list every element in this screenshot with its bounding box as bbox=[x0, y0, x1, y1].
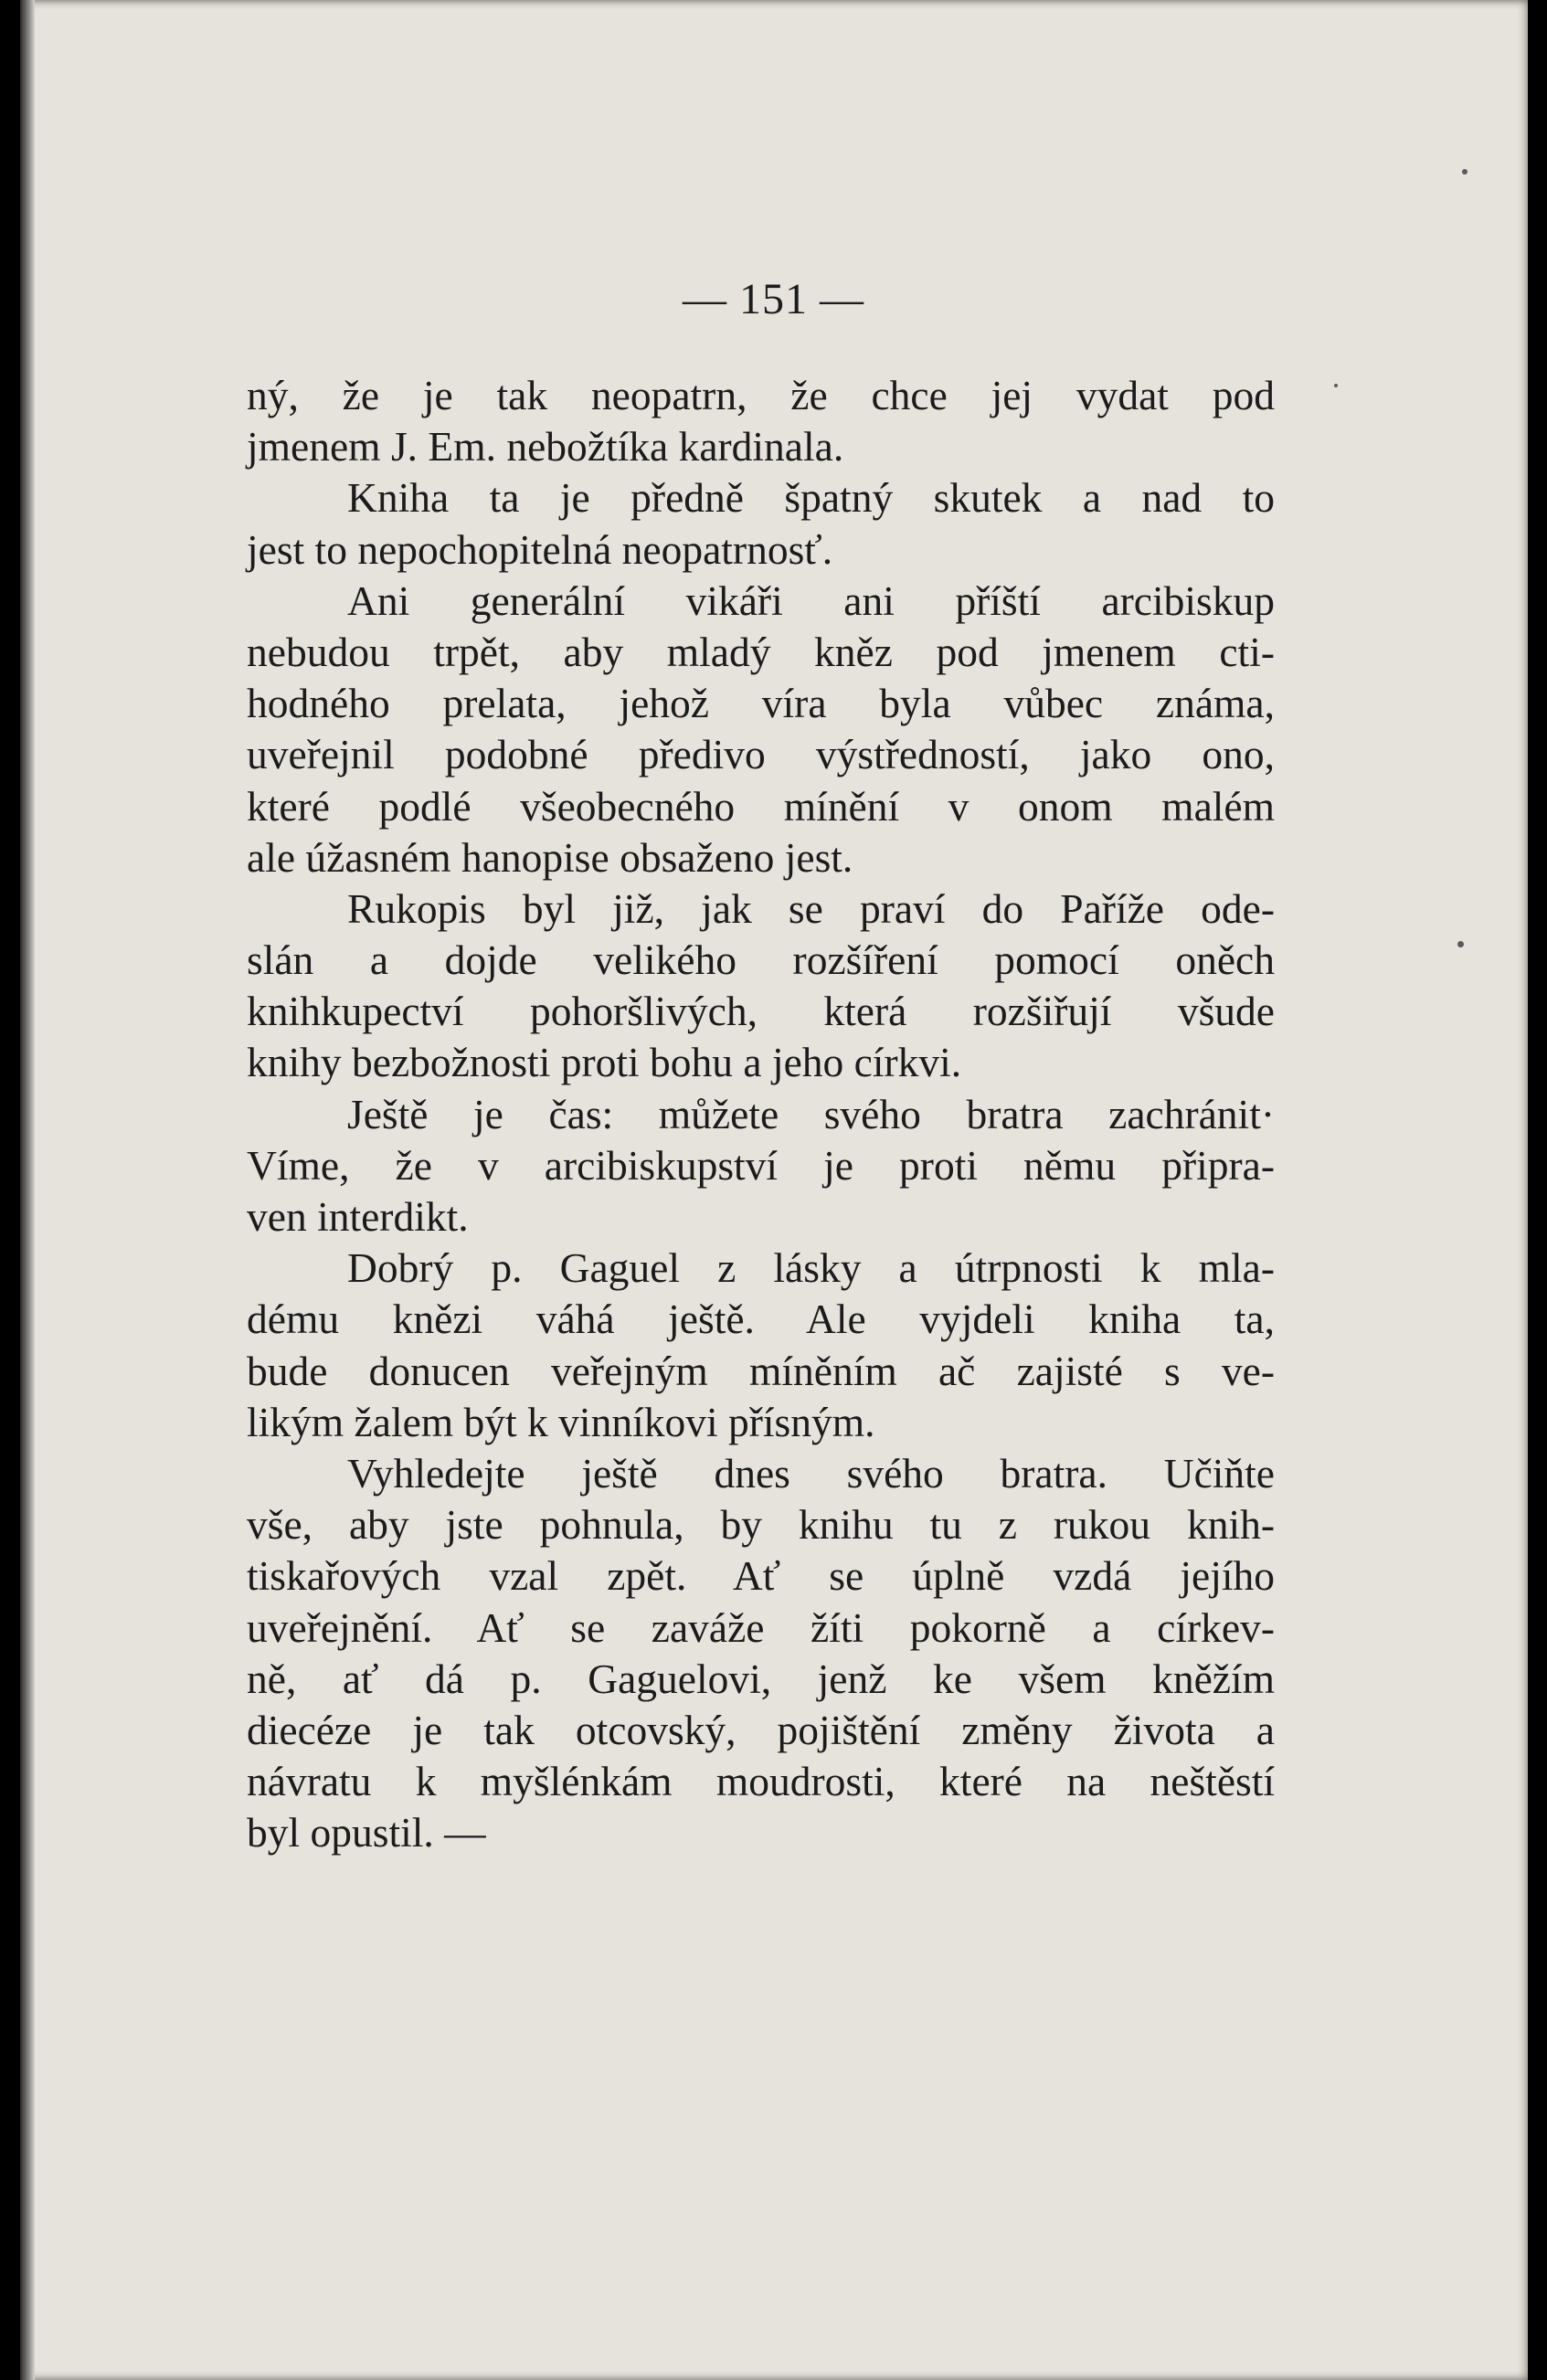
text-line: slán a dojde velikého rozšíření pomocí oněch bbox=[247, 936, 1275, 984]
text-line: Kniha ta je předně špatný skutek a nad to bbox=[347, 474, 1275, 522]
text-line: hodného prelata, jehož víra byla vůbec známa, bbox=[247, 680, 1275, 727]
text-line: knihy bezbožnosti proti bohu a jeho církvi. bbox=[247, 1039, 962, 1086]
text-line: jest to nepochopitelná neopatrnosť. bbox=[247, 525, 833, 573]
text-line: vše, aby jste pohnula, by knihu tu z rukou knih- bbox=[247, 1501, 1275, 1549]
text-line: dému knězi váhá ještě. Ale vyjdeli kniha ta, bbox=[247, 1296, 1275, 1343]
text-line: Dobrý p. Gaguel z lásky a útrpnosti k mla- bbox=[347, 1244, 1275, 1292]
text-line: Rukopis byl již, jak se praví do Paříže ode- bbox=[347, 884, 1275, 932]
page-number: — 151 — bbox=[683, 275, 864, 323]
text-line: ale úžasném hanopise obsaženo jest. bbox=[247, 833, 853, 881]
text-line: uveřejnění. Ať se zaváže žíti pokorně a církev- bbox=[247, 1603, 1275, 1651]
body-text bbox=[247, 370, 1275, 1858]
text-line: uveřejnil podobné předivo výstředností, jako ono, bbox=[247, 731, 1275, 778]
text-line: bude donucen veřejným míněním ač zajisté s ve- bbox=[247, 1347, 1275, 1394]
text-line: které podlé všeobecného mínění v onom malém bbox=[247, 782, 1275, 830]
text-line: Ani generální vikáři ani příští arcibiskup bbox=[347, 576, 1275, 624]
text-line: ven interdikt. bbox=[247, 1193, 469, 1240]
text-line: ný, že je tak neopatrn, že chce jej vydat pod bbox=[247, 372, 1275, 418]
ink-speck bbox=[1457, 941, 1464, 947]
text-line: jmenem J. Em. nebožtíka kardinala. bbox=[247, 423, 844, 471]
text-line: likým žalem být k vinníkovi přísným. bbox=[247, 1398, 875, 1445]
ink-speck bbox=[1462, 169, 1468, 175]
text-line: Ještě je čas: můžete svého bratra zachránit· bbox=[347, 1090, 1275, 1137]
ink-speck bbox=[1334, 384, 1338, 387]
page-binding-edge bbox=[20, 0, 35, 2380]
text-line: byl opustil. — bbox=[247, 1809, 486, 1856]
text-line: nebudou trpět, aby mladý kněz pod jmenem cti- bbox=[247, 628, 1275, 675]
text-line: knihkupectví pohoršlivých, která rozšiřují všude bbox=[247, 988, 1275, 1035]
text-line: Vyhledejte ještě dnes svého bratra. Učiňte bbox=[347, 1449, 1275, 1497]
text-line: návratu k myšlénkám moudrosti, které na neštěstí bbox=[247, 1758, 1275, 1805]
text-line: diecéze je tak otcovský, pojištění změny života a bbox=[247, 1706, 1275, 1753]
text-line: tiskařových vzal zpět. Ať se úplně vzdá jejího bbox=[247, 1552, 1275, 1600]
text-line: Víme, že v arcibiskupství je proti němu připra- bbox=[247, 1141, 1275, 1189]
text-line: ně, ať dá p. Gaguelovi, jenž ke všem kněžím bbox=[247, 1655, 1275, 1702]
